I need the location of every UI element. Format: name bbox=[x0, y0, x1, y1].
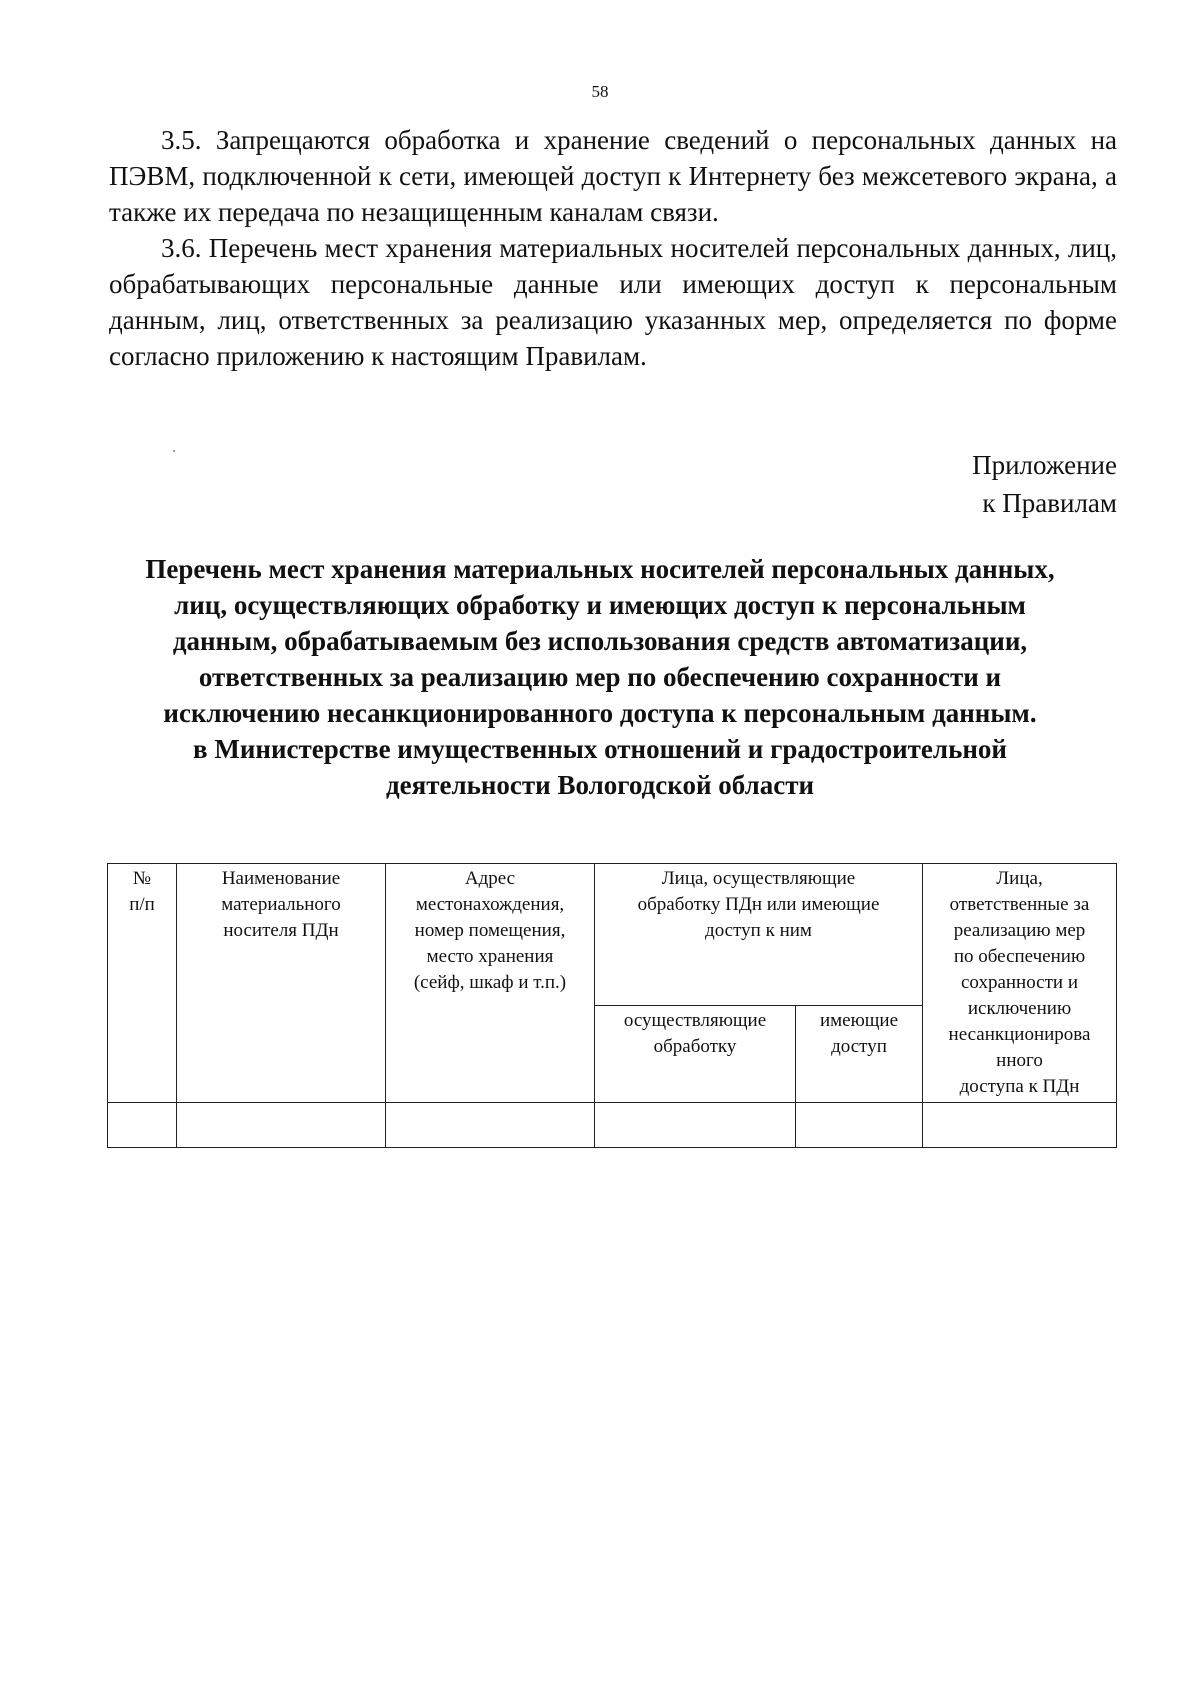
header-line: носителя ПДн bbox=[223, 920, 339, 941]
header-line: обработку bbox=[653, 1035, 737, 1057]
header-line: доступ bbox=[831, 1035, 887, 1057]
header-line: реализацию мер bbox=[953, 920, 1086, 941]
header-line: Лица, осуществляющие bbox=[661, 868, 856, 889]
title-line: Перечень мест хранения материальных носителей персональных данных, bbox=[145, 554, 1055, 584]
title-line: данным, обрабатываемым без использования средств автоматизации, bbox=[172, 626, 1028, 656]
header-line: ответственные за bbox=[949, 894, 1090, 915]
header-processing bbox=[595, 1005, 796, 1102]
header-line: по обеспечению bbox=[953, 946, 1086, 967]
header-line: п/п bbox=[129, 894, 155, 915]
paragraph-3-5: 3.5. Запрещаются обработка и хранение сведений о персональных данных на ПЭВМ, подключенной к сети, имеющей доступ к Интернету без межсетевого экрана, а также их передача по незащищенным каналам связи. bbox=[109, 125, 1117, 227]
header-line: Наименование bbox=[221, 868, 341, 889]
header-line: осуществляющие bbox=[623, 1009, 767, 1031]
header-line: доступ к ним bbox=[705, 920, 812, 941]
header-line: Лица, bbox=[996, 868, 1043, 889]
header-persons-group bbox=[595, 864, 923, 1006]
title-line: ответственных за реализацию мер по обеспечению сохранности и bbox=[198, 662, 1002, 692]
header-line: обработку ПДн или имеющие bbox=[637, 894, 880, 915]
table-cell bbox=[595, 1103, 796, 1148]
title-line: лиц, осуществляющих обработку и имеющих доступ к персональным bbox=[174, 590, 1026, 620]
header-line: доступа к ПДн bbox=[959, 1076, 1080, 1097]
header-line: исключению bbox=[967, 998, 1072, 1019]
header-line: Адрес bbox=[464, 868, 516, 889]
header-line: несанкционирова bbox=[948, 1024, 1091, 1045]
header-line: имеющие bbox=[819, 1009, 899, 1031]
header-line: № bbox=[132, 868, 152, 889]
header-line: (сейф, шкаф и т.п.) bbox=[413, 972, 567, 993]
paragraph-3-6: 3.6. Перечень мест хранения материальных носителей персональных данных, лиц, обрабатывающих персональные данные или имеющих доступ к персональным данным, лиц, ответственных за реализацию указанных мер, определяется по форме согласно приложению к настоящим Правилам. bbox=[109, 233, 1117, 371]
header-line: местонахождения, bbox=[415, 894, 565, 915]
title-line: исключению несанкционированного доступа к персональным данным. bbox=[163, 698, 1037, 728]
table-cell bbox=[108, 1103, 177, 1148]
header-number bbox=[108, 864, 177, 1103]
header-line: место хранения bbox=[426, 946, 554, 967]
header-carrier-name bbox=[177, 864, 386, 1103]
table-cell bbox=[923, 1103, 1117, 1148]
header-line: материального bbox=[221, 894, 341, 915]
title-line: деятельности Вологодской области bbox=[385, 770, 815, 800]
header-access bbox=[796, 1005, 923, 1102]
document-title bbox=[100, 551, 1100, 803]
header-responsible bbox=[923, 864, 1117, 1103]
title-line: в Министерстве имущественных отношений и градостроительной bbox=[193, 734, 1007, 764]
appendix-line: Приложение bbox=[972, 450, 1117, 480]
header-line: сохранности и bbox=[960, 972, 1079, 993]
table-cell bbox=[386, 1103, 595, 1148]
appendix-line: к Правилам bbox=[982, 488, 1117, 518]
table-row bbox=[108, 1103, 1117, 1148]
scan-speck bbox=[173, 450, 175, 452]
body-text bbox=[109, 122, 1117, 374]
header-line: номер помещения, bbox=[414, 920, 566, 941]
page-number: 58 bbox=[591, 82, 609, 101]
storage-table bbox=[107, 863, 1117, 1148]
appendix-label bbox=[972, 446, 1117, 522]
header-line: нного bbox=[996, 1050, 1043, 1071]
table-cell bbox=[796, 1103, 923, 1148]
header-address bbox=[386, 864, 595, 1103]
table-cell bbox=[177, 1103, 386, 1148]
